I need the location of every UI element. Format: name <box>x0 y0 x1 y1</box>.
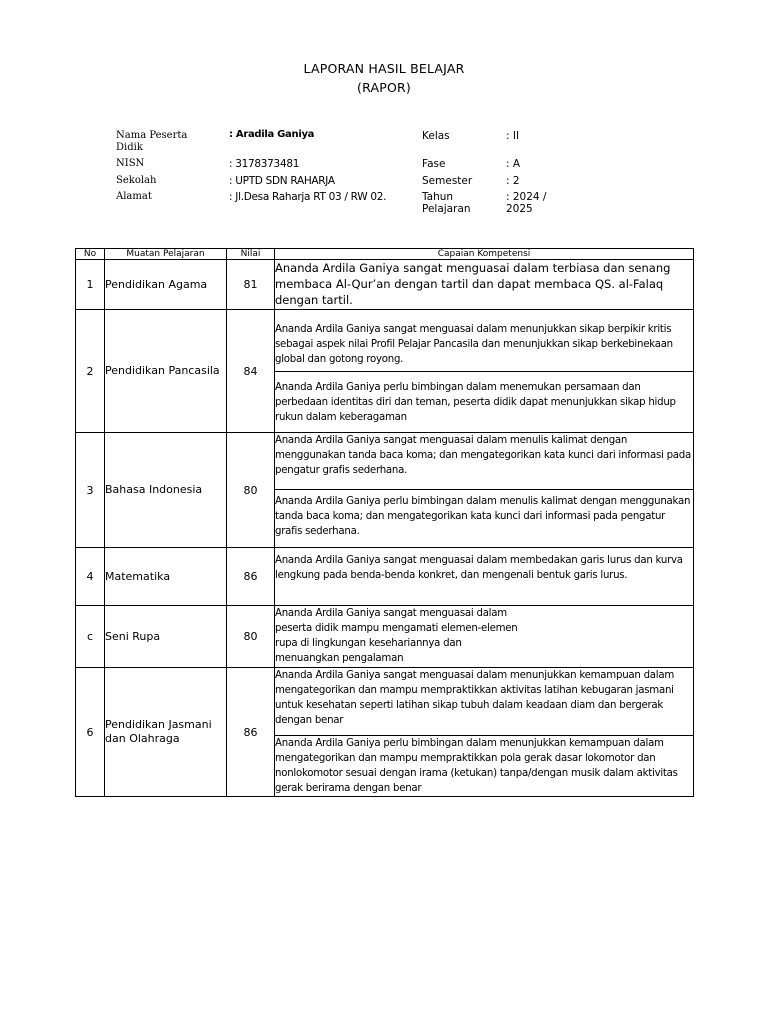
row-achievement: Ananda Ardila Ganiya sangat menguasai dalam peserta didik mampu mengamati elemen-elemen rupa di lingkungan kesehariannya dan menuangkan pengalaman <box>275 606 694 668</box>
achievement-text: Ananda Ardila Ganiya sangat menguasai dalam terbiasa dan senang membaca Al-Qur’an dengan tartil dan dapat membaca QS. al-Falaq dengan tartil. <box>275 260 671 307</box>
row-achievement: Ananda Ardila Ganiya sangat menguasai dalam membedakan garis lurus dan kurva lengkung pada benda-benda konkret, dan mengenali bentuk garis lurus. <box>275 548 694 606</box>
row-achievement: Ananda Ardila Ganiya perlu bimbingan dalam menemukan persamaan dan perbedaan identitas diri dan teman, peserta didik dapat menunjukkan sikap hidup rukun dalam keberagaman <box>275 372 694 433</box>
year-label: Tahun Pelajaran <box>422 191 471 215</box>
col-score: Nilai <box>227 249 275 260</box>
col-achievement: Capaian Kompetensi <box>275 249 694 260</box>
row-subject: Seni Rupa <box>105 606 227 668</box>
row-achievement <box>275 260 694 310</box>
grades-table <box>75 248 694 797</box>
row-score: 80 <box>227 606 275 668</box>
row-no: 2 <box>76 310 105 433</box>
table-row <box>76 668 694 736</box>
table-row <box>76 548 694 606</box>
row-subject: Pendidikan Pancasila <box>105 310 227 433</box>
row-subject: Matematika <box>105 548 227 606</box>
year-value: : 2024 / 2025 <box>506 191 547 215</box>
row-no: 6 <box>76 668 105 797</box>
table-header-row <box>76 249 694 260</box>
table-row <box>76 310 694 372</box>
row-achievement: Ananda Ardila Ganiya perlu bimbingan dalam menulis kalimat dengan menggunakan tanda baca koma; dan mengategorikan kata kunci dari informasi pada pengatur grafis sederhana. <box>275 490 694 548</box>
row-no: 1 <box>76 260 105 310</box>
name-label: Nama Peserta Didik <box>116 130 188 153</box>
phase-label: Fase <box>422 158 446 170</box>
row-no: 3 <box>76 433 105 548</box>
nisn-label: NISN <box>116 158 145 169</box>
row-subject: Bahasa Indonesia <box>105 433 227 548</box>
phase-value: : A <box>506 158 521 170</box>
class-value: : II <box>506 130 520 142</box>
row-achievement: Ananda Ardila Ganiya perlu bimbingan dalam menunjukkan kemampuan dalam mengategorikan dan mampu mempraktikkan pola gerak dasar lokomotor dan nonlokomotor sesuai dengan irama (ketukan) tanpa/dengan musik dalam aktivitas gerak berirama dengan benar <box>275 736 694 797</box>
row-no: 4 <box>76 548 105 606</box>
name-value: : Aradila Ganiya <box>229 129 315 140</box>
table-row <box>76 606 694 668</box>
semester-value: : 2 <box>506 175 520 187</box>
row-score: 81 <box>227 260 275 310</box>
table-row <box>76 260 694 310</box>
row-score: 80 <box>227 433 275 548</box>
address-value: : Jl.Desa Raharja RT 03 / RW 02. <box>229 191 387 203</box>
row-achievement: Ananda Ardila Ganiya sangat menguasai dalam menunjukkan sikap berpikir kritis sebagai aspek nilai Profil Pelajar Pancasila dan menunjukkan sikap berkebinekaan global dan gotong royong. <box>275 310 694 372</box>
row-subject: Pendidikan Agama <box>105 260 227 310</box>
class-label: Kelas <box>422 130 450 142</box>
row-achievement: Ananda Ardila Ganiya sangat menguasai dalam menunjukkan kemampuan dalam mengategorikan dan mampu mempraktikkan aktivitas latihan kebugaran jasmani untuk kesehatan seperti latihan sikap tubuh dalam keadaan diam dan bergerak dengan benar <box>275 668 694 736</box>
nisn-value: : 3178373481 <box>229 158 300 170</box>
row-no: c <box>76 606 105 668</box>
school-value: : UPTD SDN RAHARJA <box>229 175 335 187</box>
row-subject: Pendidikan Jasmani dan Olahraga <box>105 668 227 797</box>
semester-label: Semester <box>422 175 473 187</box>
row-achievement: Ananda Ardila Ganiya sangat menguasai dalam menulis kalimat dengan menggunakan tanda baca koma; dan mengategorikan kata kunci dari informasi pada pengatur grafis sederhana. <box>275 433 694 490</box>
report-subtitle: (RAPOR) <box>357 80 411 95</box>
row-score: 86 <box>227 548 275 606</box>
school-label: Sekolah <box>116 175 157 186</box>
col-no: No <box>76 249 105 260</box>
col-subject: Muatan Pelajaran <box>105 249 227 260</box>
row-score: 86 <box>227 668 275 797</box>
table-row <box>76 433 694 490</box>
report-title: LAPORAN HASIL BELAJAR <box>303 61 465 76</box>
address-label: Alamat <box>116 191 152 202</box>
row-score: 84 <box>227 310 275 433</box>
